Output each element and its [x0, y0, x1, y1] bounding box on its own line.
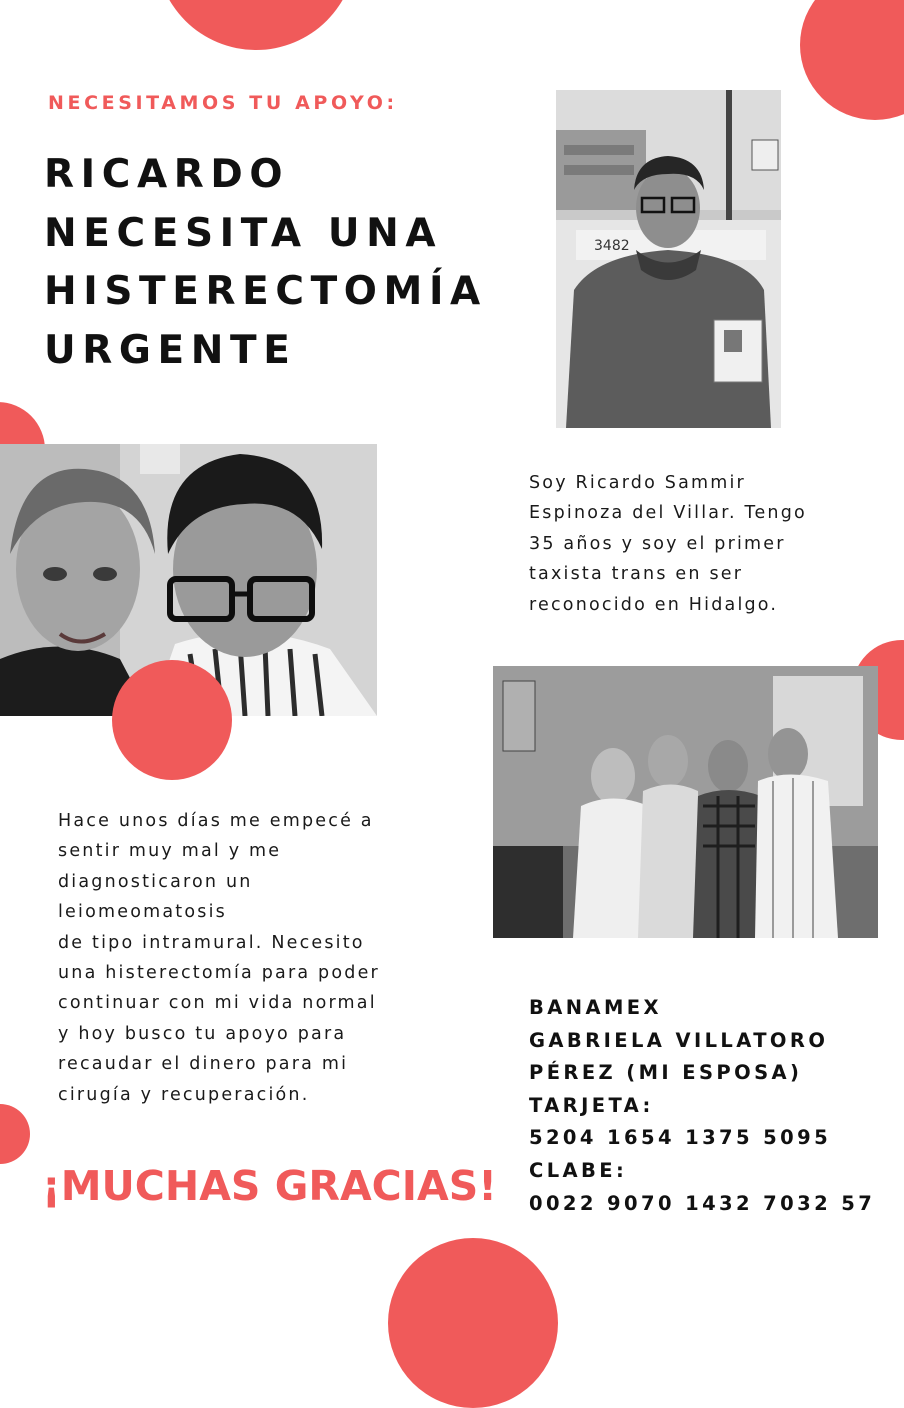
photo-ricardo-taxi: [556, 90, 781, 428]
story-line: recaudar el dinero para mi: [58, 1054, 349, 1075]
kicker-text: NECESITAMOS TU APOYO:: [48, 92, 398, 114]
thanks-heading: ¡MUCHAS GRACIAS!: [42, 1162, 497, 1210]
bank-details: [529, 992, 875, 1220]
decor-circle: [800, 0, 904, 120]
account-holder: GABRIELA VILLATORO: [529, 1028, 829, 1052]
decor-circle: [156, 0, 356, 50]
bio-line: Soy Ricardo Sammir: [529, 473, 746, 493]
story-line: leiomeomatosis: [58, 902, 227, 923]
card-label: TARJETA:: [529, 1093, 654, 1117]
story-line: Hace unos días me empecé a: [58, 811, 374, 831]
decor-circle: [388, 1238, 558, 1408]
bio-line: reconocido en Hidalgo.: [529, 594, 779, 615]
story-line: cirugía y recuperación.: [58, 1084, 310, 1105]
story-line: diagnosticaron un: [58, 871, 253, 892]
decor-circle: [112, 660, 232, 780]
story-line: y hoy busco tu apoyo para: [58, 1023, 347, 1044]
decor-circle: [0, 1104, 30, 1164]
headline-line: HISTERECTOMÍA: [44, 269, 487, 314]
bank-name: BANAMEX: [529, 996, 662, 1019]
headline-line: NECESITA UNA: [44, 210, 443, 256]
clabe-number: 0022 9070 1432 7032 57: [529, 1191, 876, 1215]
account-holder: PÉREZ (MI ESPOSA): [529, 1061, 803, 1085]
story-line: de tipo intramural. Necesito: [58, 932, 365, 953]
story-paragraph: [58, 806, 380, 1110]
headline-line: URGENTE: [44, 327, 297, 373]
story-line: continuar con mi vida normal: [58, 993, 377, 1014]
card-number: 5204 1654 1375 5095: [529, 1126, 832, 1150]
clabe-label: CLABE:: [529, 1158, 628, 1182]
bio-line: 35 años y soy el primer: [529, 533, 786, 554]
headline: [44, 146, 487, 380]
bio-line: Espinoza del Villar. Tengo: [529, 503, 807, 524]
bio-line: taxista trans en ser: [529, 564, 744, 585]
story-line: sentir muy mal y me: [58, 841, 282, 862]
bio-paragraph: [529, 468, 807, 620]
story-line: una histerectomía para poder: [58, 963, 380, 984]
photo-group: [493, 666, 878, 938]
taxi-plate-text: 3482: [594, 238, 630, 254]
headline-line: RICARDO: [44, 152, 290, 197]
